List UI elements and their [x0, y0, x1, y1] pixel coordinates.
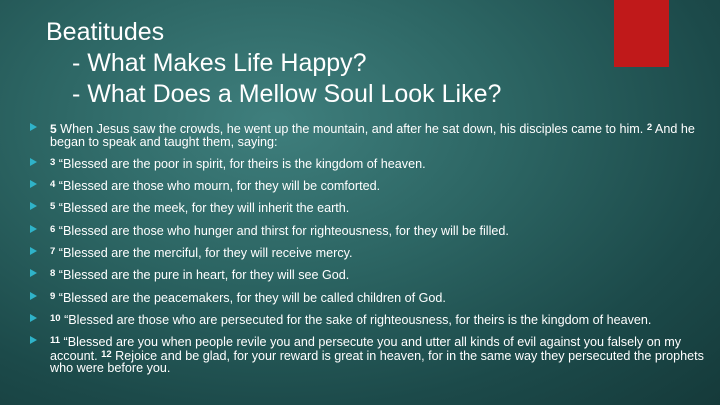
verse-number: 9: [50, 290, 56, 302]
verse-text: “Blessed are those who hunger and thirst for righteousness, for they will be filled.: [55, 223, 509, 238]
arrow-bullet-icon: [30, 247, 37, 255]
verse-text: “Blessed are the merciful, for they will receive mercy.: [55, 245, 353, 260]
list-item: [24, 246, 704, 260]
list-item: [24, 335, 704, 375]
red-accent-bar: [614, 0, 669, 67]
list-item: [24, 157, 704, 171]
list-item: [24, 179, 704, 193]
verse-text: “Blessed are the meek, for they will inherit the earth.: [55, 201, 350, 216]
arrow-bullet-icon: [30, 269, 37, 277]
verse-number: 10: [50, 312, 61, 324]
verse-number: 8: [50, 268, 56, 280]
verse-text: “Blessed are the peacemakers, for they will be called children of God.: [55, 290, 446, 305]
arrow-bullet-icon: [30, 225, 37, 233]
verse-text: When Jesus saw the crowds, he went up the mountain, and after he sat down, his disciples came to him.: [56, 122, 647, 136]
verse-text: “Blessed are those who mourn, for they will be comforted.: [55, 179, 381, 194]
title-subtitle-1: - What Makes Life Happy?: [72, 49, 367, 77]
arrow-bullet-icon: [30, 202, 37, 210]
title-subtitle-2: - What Does a Mellow Soul Look Like?: [72, 80, 502, 108]
list-item: [24, 201, 704, 215]
verse-text: “Blessed are you when people revile you and persecute you and utter all kinds of evil against you falsely on my account.: [50, 335, 681, 363]
verse-text: “Blessed are the pure in heart, for they will see God.: [55, 268, 350, 283]
verse-text: And he began to speak and taught them, saying:: [50, 122, 695, 149]
arrow-bullet-icon: [30, 292, 37, 300]
verse-text: Rejoice and be glad, for your reward is great in heaven, for in the same way they persecuted the prophets who were before you.: [50, 348, 704, 376]
verse-text: “Blessed are the poor in spirit, for theirs is the kingdom of heaven.: [55, 156, 426, 171]
list-item: [24, 268, 704, 282]
list-item: [24, 122, 704, 148]
verse-number: 2: [646, 122, 653, 133]
arrow-bullet-icon: [30, 314, 37, 322]
verse-number: 5: [50, 201, 56, 213]
slide-title: [46, 17, 606, 110]
title-main: Beatitudes: [46, 18, 165, 46]
verse-number: 7: [50, 245, 56, 257]
verse-number: 12: [101, 348, 112, 360]
verse-text: “Blessed are those who are persecuted for the sake of righteousness, for theirs is the kingdom of heaven.: [60, 312, 652, 327]
list-item: [24, 313, 704, 327]
list-item: [24, 224, 704, 238]
arrow-bullet-icon: [30, 158, 37, 166]
verse-number: 6: [50, 223, 56, 235]
verse-number: 4: [50, 179, 56, 191]
arrow-bullet-icon: [30, 180, 37, 188]
verse-number: 3: [50, 156, 56, 168]
verse-list: [24, 122, 704, 383]
verse-number: 11: [50, 335, 61, 347]
list-item: [24, 291, 704, 305]
verse-number: 5: [50, 122, 57, 136]
arrow-bullet-icon: [30, 123, 37, 131]
arrow-bullet-icon: [30, 336, 37, 344]
